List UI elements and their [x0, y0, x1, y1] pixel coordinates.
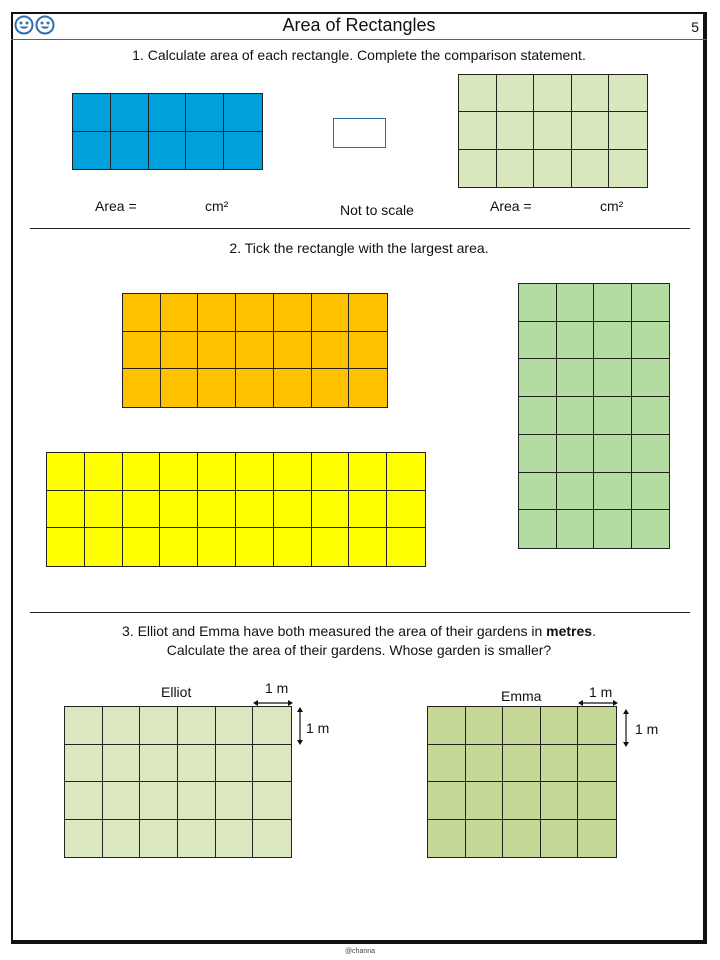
grid-cell [578, 782, 616, 820]
grid-cell [65, 745, 103, 783]
grid-cell [519, 284, 557, 322]
elliot-width-label: 1 m [265, 680, 289, 696]
grid-cell [123, 453, 161, 491]
grid-cell [519, 473, 557, 511]
grid-cell [519, 359, 557, 397]
grid-cell [557, 397, 595, 435]
grid-cell [519, 510, 557, 548]
emma-height-label: 1 m [635, 721, 659, 737]
q2-orange-rectangle[interactable] [122, 293, 388, 408]
grid-cell [578, 707, 616, 745]
grid-cell [466, 745, 504, 783]
grid-cell [557, 359, 595, 397]
grid-cell [519, 435, 557, 473]
q1-area-label-left: Area = [95, 198, 137, 214]
credit-footer: @channa [344, 948, 376, 955]
grid-cell [541, 745, 579, 783]
grid-cell [594, 473, 632, 511]
grid-cell [274, 453, 312, 491]
grid-cell [578, 820, 616, 858]
grid-cell [497, 112, 535, 149]
grid-cell [459, 150, 497, 187]
grid-cell [387, 491, 425, 529]
grid-cell [274, 491, 312, 529]
grid-cell [632, 473, 670, 511]
grid-cell [123, 369, 161, 407]
grid-cell [503, 745, 541, 783]
grid-cell [541, 707, 579, 745]
elliot-label: Elliot [161, 684, 192, 700]
grid-cell [253, 820, 291, 858]
grid-cell [609, 112, 647, 149]
grid-cell [236, 528, 274, 566]
grid-cell [47, 491, 85, 529]
grid-cell [459, 112, 497, 149]
grid-cell [534, 112, 572, 149]
grid-cell [541, 782, 579, 820]
grid-cell [594, 435, 632, 473]
grid-cell [572, 150, 610, 187]
q3-instruction-line1 [11, 623, 707, 639]
grid-cell [312, 294, 350, 332]
grid-cell [349, 528, 387, 566]
grid-cell [160, 528, 198, 566]
grid-cell [140, 820, 178, 858]
grid-cell [123, 294, 161, 332]
grid-cell [557, 473, 595, 511]
grid-cell [236, 332, 274, 370]
grid-cell [428, 707, 466, 745]
grid-cell [609, 150, 647, 187]
grid-cell [161, 369, 199, 407]
grid-cell [65, 820, 103, 858]
grid-cell [149, 132, 187, 170]
grid-cell [459, 75, 497, 112]
grid-cell [503, 707, 541, 745]
grid-cell [497, 150, 535, 187]
grid-cell [609, 75, 647, 112]
grid-cell [349, 491, 387, 529]
grid-cell [123, 528, 161, 566]
grid-cell [534, 75, 572, 112]
grid-cell [557, 510, 595, 548]
grid-cell [572, 75, 610, 112]
grid-cell [149, 94, 187, 132]
grid-cell [178, 707, 216, 745]
grid-cell [274, 332, 312, 370]
grid-cell [312, 369, 350, 407]
grid-cell [224, 94, 262, 132]
q1-area-label-right: Area = [490, 198, 532, 214]
grid-cell [253, 782, 291, 820]
q1-unit-left: cm² [205, 198, 229, 214]
grid-cell [466, 707, 504, 745]
grid-cell [428, 745, 466, 783]
grid-cell [253, 707, 291, 745]
grid-cell [557, 284, 595, 322]
grid-cell [65, 782, 103, 820]
grid-cell [236, 453, 274, 491]
grid-cell [186, 132, 224, 170]
q1-instruction: 1. Calculate area of each rectangle. Complete the comparison statement. [132, 47, 586, 63]
q2-green-rectangle[interactable] [518, 283, 670, 549]
page-number: 5 [691, 19, 699, 35]
grid-cell [534, 150, 572, 187]
q3-instruction-end: . [592, 623, 596, 639]
grid-cell [632, 359, 670, 397]
grid-cell [103, 707, 141, 745]
q2-instruction: 2. Tick the rectangle with the largest area. [229, 240, 489, 256]
grid-cell [85, 528, 123, 566]
grid-cell [161, 294, 199, 332]
grid-cell [178, 782, 216, 820]
grid-cell [85, 453, 123, 491]
grid-cell [236, 491, 274, 529]
grid-cell [632, 510, 670, 548]
grid-cell [85, 491, 123, 529]
grid-cell [632, 397, 670, 435]
title-bar [11, 12, 707, 40]
section-divider [30, 228, 690, 229]
grid-cell [594, 359, 632, 397]
grid-cell [312, 528, 350, 566]
grid-cell [519, 322, 557, 360]
q1-blue-rectangle [72, 93, 263, 170]
q1-green-rectangle [458, 74, 648, 188]
grid-cell [216, 745, 254, 783]
grid-cell [47, 453, 85, 491]
grid-cell [497, 75, 535, 112]
grid-cell [312, 453, 350, 491]
grid-cell [198, 332, 236, 370]
page-title: Area of Rectangles [282, 15, 436, 35]
grid-cell [274, 369, 312, 407]
grid-cell [198, 491, 236, 529]
grid-cell [47, 528, 85, 566]
grid-cell [387, 528, 425, 566]
grid-cell [349, 332, 387, 370]
emma-width-label: 1 m [589, 684, 613, 700]
not-to-scale-note: Not to scale [340, 202, 414, 218]
grid-cell [103, 782, 141, 820]
grid-cell [594, 510, 632, 548]
grid-cell [178, 745, 216, 783]
grid-cell [312, 332, 350, 370]
elliot-garden-grid [64, 706, 292, 858]
grid-cell [557, 435, 595, 473]
grid-cell [198, 294, 236, 332]
grid-cell [349, 453, 387, 491]
elliot-height-label: 1 m [306, 720, 330, 736]
grid-cell [557, 322, 595, 360]
q2-yellow-rectangle[interactable] [46, 452, 426, 567]
grid-cell [572, 112, 610, 149]
grid-cell [111, 94, 149, 132]
grid-cell [578, 745, 616, 783]
grid-cell [349, 294, 387, 332]
section-divider [30, 612, 690, 613]
grid-cell [236, 294, 274, 332]
comparison-answer-box[interactable] [333, 118, 386, 148]
grid-cell [103, 745, 141, 783]
grid-cell [216, 707, 254, 745]
emma-height-arrow [621, 709, 631, 747]
grid-cell [198, 369, 236, 407]
grid-cell [428, 782, 466, 820]
elliot-height-arrow [295, 707, 305, 745]
grid-cell [123, 491, 161, 529]
grid-cell [224, 132, 262, 170]
grid-cell [178, 820, 216, 858]
grid-cell [594, 284, 632, 322]
grid-cell [594, 397, 632, 435]
grid-cell [274, 294, 312, 332]
grid-cell [73, 94, 111, 132]
grid-cell [65, 707, 103, 745]
grid-cell [632, 435, 670, 473]
grid-cell [216, 820, 254, 858]
q3-instruction-bold: metres [546, 623, 593, 639]
grid-cell [140, 782, 178, 820]
grid-cell [428, 820, 466, 858]
grid-cell [160, 491, 198, 529]
grid-cell [466, 820, 504, 858]
emma-garden-grid [427, 706, 617, 858]
grid-cell [160, 453, 198, 491]
grid-cell [387, 453, 425, 491]
grid-cell [503, 782, 541, 820]
grid-cell [632, 322, 670, 360]
grid-cell [123, 332, 161, 370]
grid-cell [216, 782, 254, 820]
grid-cell [253, 745, 291, 783]
grid-cell [73, 132, 111, 170]
grid-cell [236, 369, 274, 407]
grid-cell [312, 491, 350, 529]
q3-instruction-text: 3. Elliot and Emma have both measured the area of their gardens in [122, 623, 547, 639]
grid-cell [594, 322, 632, 360]
q1-unit-right: cm² [600, 198, 624, 214]
grid-cell [349, 369, 387, 407]
grid-cell [140, 745, 178, 783]
grid-cell [632, 284, 670, 322]
grid-cell [140, 707, 178, 745]
grid-cell [186, 94, 224, 132]
grid-cell [111, 132, 149, 170]
grid-cell [274, 528, 312, 566]
grid-cell [198, 528, 236, 566]
grid-cell [503, 820, 541, 858]
grid-cell [103, 820, 141, 858]
grid-cell [466, 782, 504, 820]
grid-cell [519, 397, 557, 435]
q3-instruction-line2: Calculate the area of their gardens. Whose garden is smaller? [166, 642, 552, 658]
grid-cell [161, 332, 199, 370]
emma-label: Emma [501, 688, 542, 704]
grid-cell [198, 453, 236, 491]
grid-cell [541, 820, 579, 858]
